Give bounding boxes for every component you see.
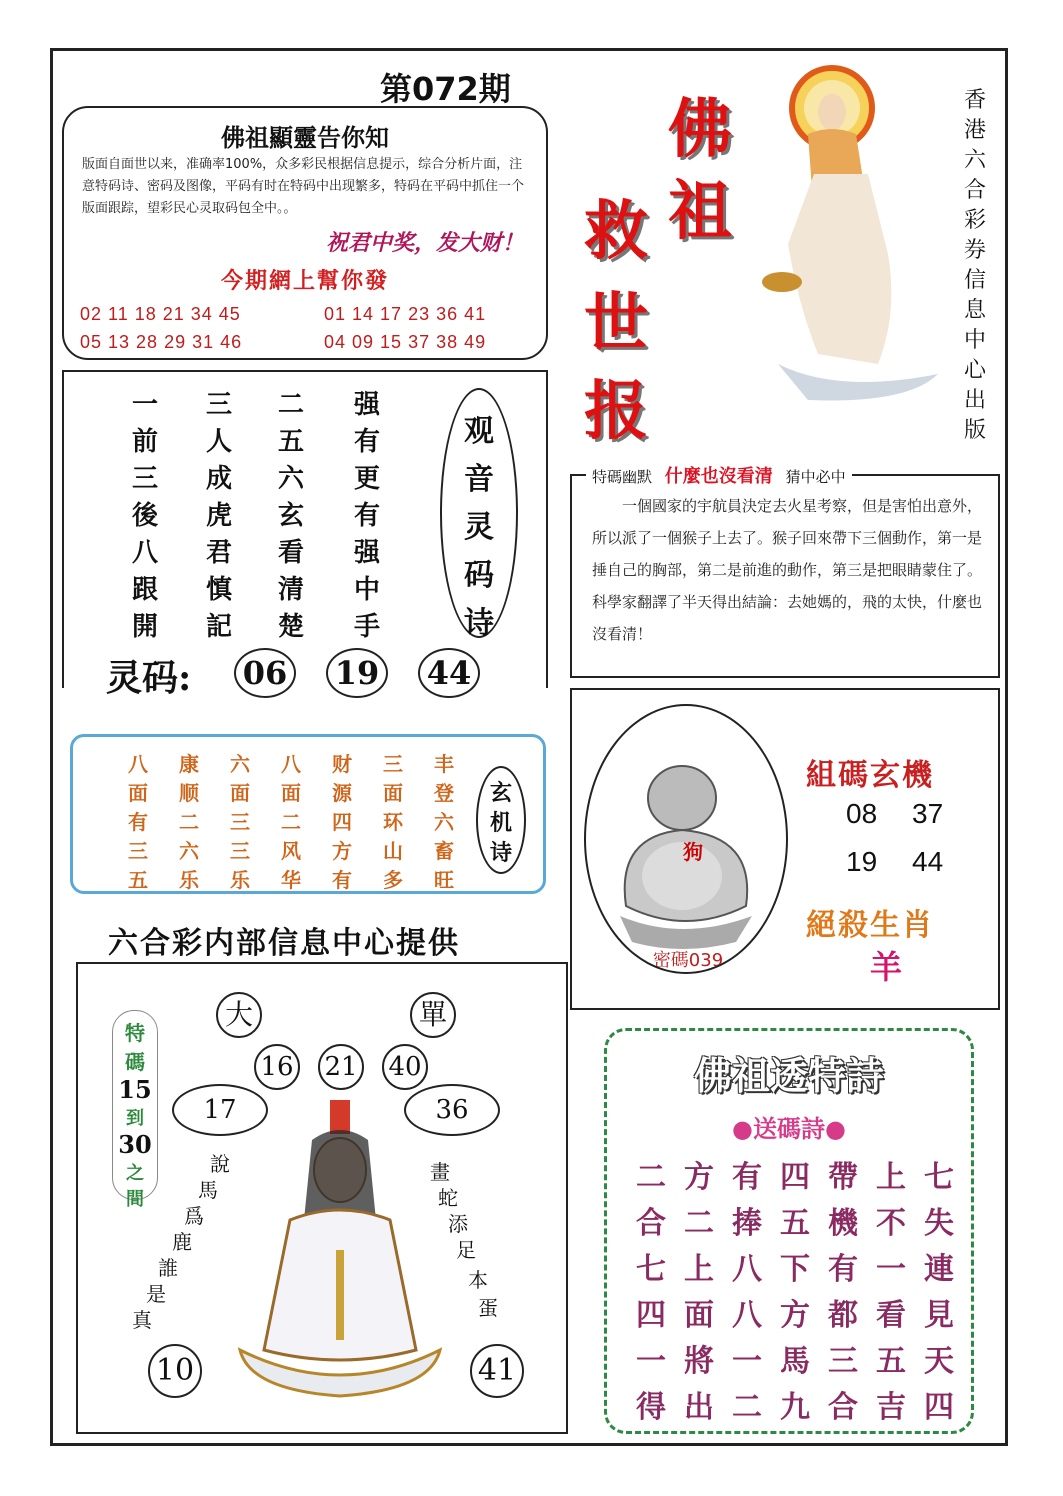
joke-header xyxy=(586,462,852,488)
fozu-poem-char: 一 xyxy=(732,1344,762,1379)
provider-text: 六合彩内部信息中心提供 xyxy=(108,926,460,961)
fozu-poem-char: 五 xyxy=(876,1344,906,1379)
oval-number: 36 xyxy=(404,1084,500,1136)
xuanji-char: 环 xyxy=(383,810,403,834)
joke-title: 什麼也沒看清 xyxy=(664,466,773,487)
xuanji-char: 三 xyxy=(230,810,250,834)
right-phrase-char: 蛋 xyxy=(478,1296,498,1320)
tema-char: 間 xyxy=(126,1189,144,1210)
blessing-text: 祝君中奖，发大财！ xyxy=(325,230,524,256)
buddha-badge: 狗 xyxy=(683,840,703,864)
fozu-poem-char: 合 xyxy=(828,1390,858,1425)
poem-char: 三 xyxy=(205,390,232,420)
xuanji-char: 有 xyxy=(128,810,148,834)
xuanji-char: 畜 xyxy=(434,839,454,863)
fozu-poem-char: 天 xyxy=(924,1344,954,1379)
poem-char: 清 xyxy=(277,575,304,605)
xuanji-char: 方 xyxy=(332,839,352,863)
fozu-poem-char: 帶 xyxy=(828,1160,858,1195)
poem-char: 八 xyxy=(131,538,158,568)
poem-char: 更 xyxy=(353,464,380,494)
xuanji-char: 面 xyxy=(128,781,148,805)
fozu-poem-char: 都 xyxy=(828,1298,858,1333)
poem-char: 中 xyxy=(353,575,380,605)
tema-range-pill xyxy=(112,1010,158,1210)
left-phrase-char: 真 xyxy=(132,1308,152,1332)
fozu-poem-subtitle: ●送碼詩● xyxy=(732,1114,846,1143)
left-phrase-char: 說 xyxy=(210,1152,230,1176)
side-char: 彩 xyxy=(963,208,986,233)
left-phrase-char: 誰 xyxy=(158,1256,178,1280)
xuanji-char: 丰 xyxy=(434,752,454,776)
label-char: 玄 xyxy=(489,780,512,806)
xuanji-char: 登 xyxy=(434,781,454,805)
side-char: 版 xyxy=(963,418,986,443)
fozu-poem-char: 八 xyxy=(732,1298,762,1333)
online-title: 今期網上幫你發 xyxy=(220,268,389,294)
fozu-poem-char: 下 xyxy=(780,1252,810,1287)
poem-char: 成 xyxy=(205,464,232,494)
lingma-number: 06 xyxy=(234,648,296,698)
buddha-oval xyxy=(584,704,788,974)
fozu-poem-char: 機 xyxy=(828,1206,858,1241)
xuanji-char: 面 xyxy=(383,781,403,805)
xuanji-char: 四 xyxy=(332,810,352,834)
fozu-poem-char: 八 xyxy=(732,1252,762,1287)
number-row: 04 09 15 37 38 49 xyxy=(324,332,487,352)
kill-zodiac-value: 羊 xyxy=(870,948,903,986)
notice-box xyxy=(62,106,548,360)
fozu-poem-char: 不 xyxy=(876,1206,906,1241)
xuanji-char: 多 xyxy=(383,868,403,892)
fozu-poem-char: 五 xyxy=(780,1206,810,1241)
xuanji-char: 六 xyxy=(179,839,199,863)
side-char: 中 xyxy=(963,328,986,353)
fozu-poem-char: 九 xyxy=(780,1390,810,1425)
issue-number: 第072期 xyxy=(380,70,511,108)
combo-number: 37 xyxy=(912,798,944,829)
top-number: 21 xyxy=(318,1044,364,1090)
side-char: 信 xyxy=(963,268,986,293)
xuanji-char: 六 xyxy=(434,810,454,834)
left-phrase-char: 爲 xyxy=(184,1204,204,1228)
left-phrase-char: 馬 xyxy=(198,1178,218,1202)
bottom-number: 10 xyxy=(148,1344,202,1398)
xuanji-char: 六 xyxy=(230,752,250,776)
bottom-number: 41 xyxy=(470,1344,524,1398)
xuanji-char: 面 xyxy=(281,781,301,805)
poem-char: 强 xyxy=(353,390,380,420)
label-char: 诗 xyxy=(464,606,494,641)
poem-char: 手 xyxy=(353,612,380,642)
fozu-poem-char: 捧 xyxy=(732,1206,762,1241)
poem-char: 看 xyxy=(277,538,304,568)
poem-char: 記 xyxy=(205,612,232,642)
fozu-poem-char: 吉 xyxy=(876,1390,906,1425)
xuanji-char: 源 xyxy=(332,781,352,805)
side-char: 香 xyxy=(963,88,986,113)
right-phrase-char: 蛇 xyxy=(438,1186,458,1210)
side-publisher-text xyxy=(960,86,990,446)
side-char: 出 xyxy=(963,388,986,413)
right-phrase-char: 本 xyxy=(468,1268,488,1292)
poem-char: 强 xyxy=(353,538,380,568)
fozu-poem-char: 三 xyxy=(828,1344,858,1379)
fozu-poem-char: 出 xyxy=(684,1390,714,1425)
fozu-poem-char: 二 xyxy=(684,1206,714,1241)
fozu-poem-char: 七 xyxy=(636,1252,666,1287)
combo-number: 08 xyxy=(846,798,878,829)
fozu-poem-char: 四 xyxy=(780,1160,810,1195)
left-phrase-char: 鹿 xyxy=(172,1230,192,1254)
number-row: 01 14 17 23 36 41 xyxy=(324,304,487,324)
xuanji-char: 面 xyxy=(230,781,250,805)
fozu-poem-char: 失 xyxy=(924,1206,954,1241)
fozu-poem-char: 合 xyxy=(636,1206,666,1241)
fozu-poem-char: 面 xyxy=(684,1298,714,1333)
xuanji-label xyxy=(476,766,526,874)
fozu-poem-char: 連 xyxy=(924,1252,954,1287)
label-char: 观 xyxy=(464,414,494,449)
tema-char: 30 xyxy=(118,1130,152,1159)
joke-label: 特碼幽默 xyxy=(592,468,653,486)
xuanji-char: 二 xyxy=(281,810,301,834)
poem-char: 有 xyxy=(353,501,380,531)
combo-number: 19 xyxy=(846,846,878,877)
top-number: 40 xyxy=(382,1044,428,1090)
fozu-poem-char: 二 xyxy=(732,1390,762,1425)
side-char: 合 xyxy=(963,178,986,203)
secret-code: 密碼039 xyxy=(652,950,724,971)
notice-body: 版面自面世以来，准确率100%，众多彩民根据信息提示，综合分析片面，注意特码诗、密码及图像，平码有时在特码中出现繁多，特码在平码中抓住一个版面跟踪，望彩民心灵取码包全中。。 xyxy=(82,157,525,216)
fozu-poem-char: 七 xyxy=(924,1160,954,1195)
label-char: 灵 xyxy=(464,510,494,545)
number-row: 05 13 28 29 31 46 xyxy=(80,332,243,352)
tema-char: 到 xyxy=(126,1108,144,1129)
tema-char: 15 xyxy=(118,1075,152,1104)
poem-char: 後 xyxy=(131,501,158,531)
title-char: 救 xyxy=(584,194,648,269)
label-char: 诗 xyxy=(489,840,512,866)
xuanji-char: 八 xyxy=(281,752,301,776)
xuanji-char: 康 xyxy=(179,752,199,776)
xuanji-char: 风 xyxy=(281,839,301,863)
xuanji-char: 顺 xyxy=(179,781,199,805)
combo-title: 組碼玄機 xyxy=(806,758,934,793)
title-char: 佛 xyxy=(668,92,732,167)
top-number: 16 xyxy=(254,1044,300,1090)
guanyin-seated-image xyxy=(220,1100,460,1400)
fozu-poem-char: 上 xyxy=(684,1252,714,1287)
fozu-poem-char: 上 xyxy=(876,1160,906,1195)
tema-char: 碼 xyxy=(125,1050,145,1074)
fozu-poem-char: 見 xyxy=(924,1298,954,1333)
guanyin-poem-label xyxy=(440,388,518,641)
joke-body: 一個國家的宇航員決定去火星考察，但是害怕出意外，所以派了一個猴子上去了。猴子回來帶下三個動作，第一是捶自己的胸部，第二是前進的動作，第三是把眼睛蒙住了。科學家翻譯了半天得出結論：去她媽的，飛的太快，什麼也沒看清！ xyxy=(592,497,983,643)
xuanji-char: 有 xyxy=(332,868,352,892)
poem-char: 慎 xyxy=(205,575,232,605)
xuanji-char: 财 xyxy=(332,752,352,776)
fozu-poem-char: 馬 xyxy=(780,1344,810,1379)
poem-char: 三 xyxy=(131,464,158,494)
label-char: 码 xyxy=(464,558,494,593)
fozu-poem-char: 二 xyxy=(636,1160,666,1195)
title-char: 祖 xyxy=(668,174,732,249)
side-char: 港 xyxy=(963,118,986,143)
poem-char: 六 xyxy=(277,464,304,494)
xuanji-char: 三 xyxy=(383,752,403,776)
xuanji-char: 乐 xyxy=(179,868,199,892)
xuanji-char: 八 xyxy=(128,752,148,776)
tema-char: 特 xyxy=(125,1021,145,1045)
label-char: 音 xyxy=(464,462,494,497)
guanyin-standing-image xyxy=(748,64,948,404)
poem-char: 有 xyxy=(353,427,380,457)
fozu-poem-char: 將 xyxy=(684,1344,714,1379)
lingma-number: 19 xyxy=(326,648,388,698)
poem-char: 跟 xyxy=(131,575,158,605)
side-char: 息 xyxy=(963,298,986,323)
tema-char: 之 xyxy=(126,1163,144,1184)
joke-box xyxy=(570,466,1000,678)
side-char: 券 xyxy=(963,238,986,263)
poem-char: 君 xyxy=(205,538,232,568)
fozu-poem-char: 有 xyxy=(828,1252,858,1287)
xuanji-char: 华 xyxy=(281,868,301,892)
poem-char: 人 xyxy=(205,427,232,457)
title-char: 报 xyxy=(584,374,648,449)
fozu-poem-char: 方 xyxy=(684,1160,714,1195)
kill-zodiac-title: 絕殺生肖 xyxy=(806,908,934,943)
xuanji-char: 旺 xyxy=(434,868,454,892)
fozu-poem-title: 佛祖透特詩 xyxy=(693,1053,884,1098)
fozu-poem-char: 一 xyxy=(636,1344,666,1379)
right-phrase-char: 畫 xyxy=(430,1160,450,1184)
xuanji-char: 乐 xyxy=(230,868,250,892)
left-phrase-char: 是 xyxy=(146,1282,166,1306)
side-char: 六 xyxy=(963,148,986,173)
big-marker: 大 xyxy=(216,992,262,1038)
poem-char: 一 xyxy=(131,390,158,420)
poem-char: 五 xyxy=(277,427,304,457)
number-row: 02 11 18 21 34 45 xyxy=(80,304,241,324)
fozu-poem-char: 四 xyxy=(924,1390,954,1425)
single-marker: 單 xyxy=(410,992,456,1038)
fozu-poem-char: 得 xyxy=(636,1390,666,1425)
lingma-number: 44 xyxy=(418,648,480,698)
xuanji-char: 三 xyxy=(230,839,250,863)
fozu-poem-char: 一 xyxy=(876,1252,906,1287)
xuanji-char: 三 xyxy=(128,839,148,863)
poem-char: 前 xyxy=(131,427,158,457)
fozu-poem-char: 四 xyxy=(636,1298,666,1333)
fozu-poem-char: 方 xyxy=(780,1298,810,1333)
fozu-poem-char: 看 xyxy=(876,1298,906,1333)
poem-char: 開 xyxy=(131,612,158,642)
fozu-poem-char: 有 xyxy=(732,1160,762,1195)
xuanji-char: 二 xyxy=(179,810,199,834)
poem-char: 二 xyxy=(277,390,304,420)
right-phrase-char: 足 xyxy=(456,1238,476,1262)
xuanji-char: 山 xyxy=(383,839,403,863)
title-char: 世 xyxy=(584,286,648,361)
poem-char: 楚 xyxy=(277,612,304,642)
combo-number: 44 xyxy=(912,846,944,877)
notice-title: 佛祖顯靈告你知 xyxy=(221,123,389,152)
side-char: 心 xyxy=(963,358,986,383)
xuanji-char: 五 xyxy=(128,868,148,892)
oval-number: 17 xyxy=(172,1084,268,1136)
right-phrase-char: 添 xyxy=(448,1212,468,1236)
joke-tag: 猜中必中 xyxy=(785,468,846,486)
label-char: 机 xyxy=(489,810,512,836)
poem-char: 玄 xyxy=(277,501,304,531)
poem-char: 虎 xyxy=(205,501,232,531)
lingma-label: 灵码: xyxy=(106,657,192,699)
